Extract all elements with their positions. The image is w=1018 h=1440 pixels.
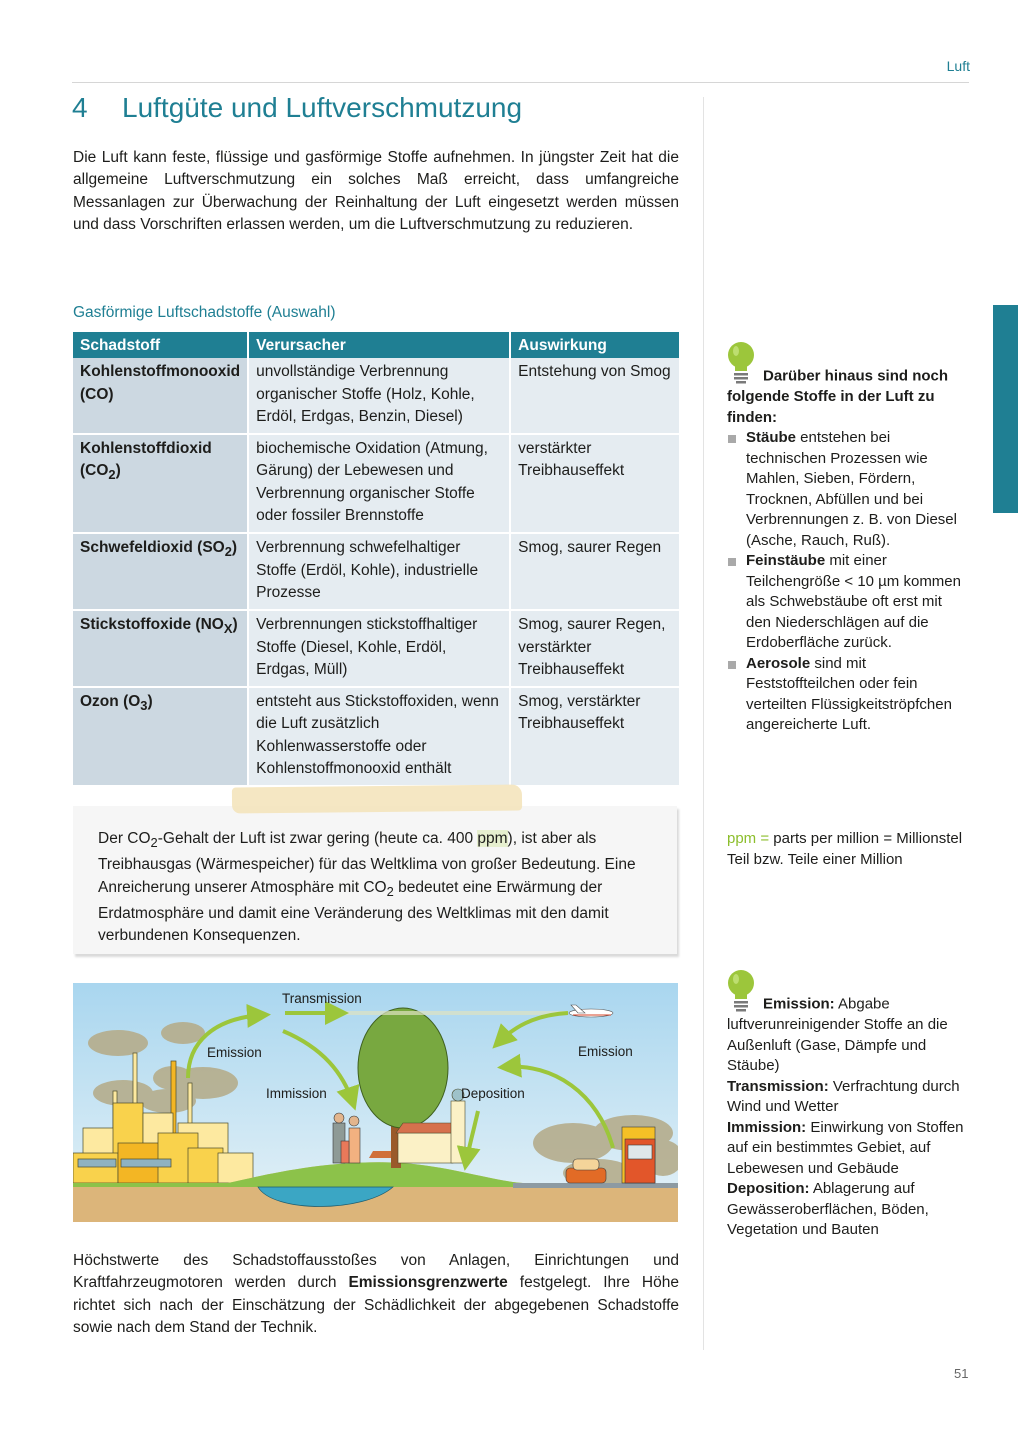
list-item: Stäube entstehen bei technischen Prozessen wie Mahlen, Sieben, Fördern, Trocknen, Abfüllen und bei Verbrennungen z. B. von Diesel (Asche, Rauch, Ruß). bbox=[727, 428, 971, 551]
chapter-heading bbox=[72, 92, 522, 124]
diagram-illustration bbox=[73, 983, 678, 1222]
tip-box-definitions: Emission: Abgabe luftverunreinigender Stoffe an die Außenluft (Gase, Dämpfe und Stäube) Transmission: Verfrachtung durch Wind und Wetter Immission: Einwirkung von Stoffen auf ein bestimmtes Gebiet, auf Lebewesen und Gebäude Deposition: Ablagerung auf Gewässeroberflächen, Böden, Vegetation und Bauten bbox=[727, 969, 977, 1241]
effect-cell: Smog, saurer Regen bbox=[510, 533, 679, 610]
pollutant-cell: Schwefeldioxid $(SO_2)$ bbox=[73, 533, 248, 610]
running-head: Luft bbox=[946, 58, 970, 74]
table-row bbox=[73, 687, 679, 786]
cause-cell: entsteht aus Stickstoffoxiden, wenn die Luft zusätzlich Kohlenwasserstoffe oder Kohlenstoffmonooxid enthält bbox=[248, 687, 510, 786]
substances-list bbox=[727, 428, 971, 736]
label-deposition: Deposition bbox=[461, 1086, 525, 1101]
effect-cell: Entstehung von Smog bbox=[510, 358, 679, 434]
cause-cell: Verbrennungen stickstoffhaltiger Stoffe (Diesel, Kohle, Erdöl, Erdgas, Müll) bbox=[248, 610, 510, 687]
table-header-row bbox=[73, 332, 679, 358]
label-transmission: Transmission bbox=[282, 991, 362, 1006]
emission-limits-paragraph: Höchstwerte des Schadstoffausstoßes von Anlagen, Einrichtungen und Kraftfahrzeugmotoren werden durch Emissionsgrenzwerte festgelegt. Ihre Höhe richtet sich nach der Einschätzung der Schädlichkeit der abgegebenen Schadstoffe sowie nach dem Stand der Technik. bbox=[73, 1252, 679, 1336]
tip-heading: Darüber hinaus sind noch folgende Stoffe in der Luft zu finden: bbox=[727, 367, 949, 426]
cause-cell: biochemische Oxidation (Atmung, Gärung) der Lebewesen und Verbrennung organischer Stoffe oder fossiler Brennstoffe bbox=[248, 434, 510, 533]
pollutant-cell: Stickstoffoxide $(NO_X)$ bbox=[73, 610, 248, 687]
header-rule bbox=[72, 82, 969, 83]
effect-cell: Smog, saurer Regen, verstärkter Treibhauseffekt bbox=[510, 610, 679, 687]
column-header-pollutant: Schadstoff bbox=[73, 332, 248, 358]
page-number: 51 bbox=[954, 1366, 969, 1381]
column-header-effect: Auswirkung bbox=[510, 332, 679, 358]
column-divider bbox=[703, 97, 704, 1350]
pollutants-table bbox=[73, 332, 679, 787]
tip-box-substances bbox=[727, 341, 971, 736]
chapter-title: Luftgüte und Luftverschmutzung bbox=[122, 92, 523, 123]
table-row bbox=[73, 358, 679, 434]
table-row bbox=[73, 434, 679, 533]
pollutant-cell: Kohlenstoffdioxid $(CO_2)$ bbox=[73, 434, 248, 533]
label-emission-right: Emission bbox=[578, 1044, 633, 1059]
list-item: Feinstäube mit einer Teilchengröße < 10 µm kommen als Schwebstäube oft erst mit den Niederschlägen auf die Erdoberfläche zurück. bbox=[727, 551, 971, 654]
definition-immission: Immission: Einwirkung von Stoffen auf ein bestimmtes Gebiet, auf Lebewesen und Gebäude bbox=[727, 1118, 964, 1177]
column-header-cause: Verursacher bbox=[248, 332, 510, 358]
definition-transmission: Transmission: Verfrachtung durch Wind und Wetter bbox=[727, 1077, 960, 1115]
cause-cell: Verbrennung schwefelhaltiger Stoffe (Erdöl, Kohle), industrielle Prozesse bbox=[248, 533, 510, 610]
pollutant-cell: Kohlenstoffmonooxid (CO) bbox=[73, 358, 248, 434]
lightbulb-icon bbox=[727, 341, 755, 387]
cause-cell: unvollständige Verbrennung organischer Stoffe (Holz, Kohle, Erdöl, Erdgas, Benzin, Diesel) bbox=[248, 358, 510, 434]
table-row bbox=[73, 533, 679, 610]
list-item: Aerosole sind mit Feststoffteilchen oder fein verteilten Flüssigkeitströpfchen angereicherte Luft. bbox=[727, 654, 971, 736]
intro-paragraph: Die Luft kann feste, flüssige und gasförmige Stoffe aufnehmen. In jüngster Zeit hat die allgemeine Luftverschmutzung ein solches Maß erreicht, dass umfangreiche Messanlagen zur Überwachung der Reinhaltung der Luft eingesetzt werden müssen und dass Vorschriften erlassen werden, um die Luftverschmutzung zu reduzieren. bbox=[73, 149, 679, 233]
effect-cell: verstärkter Treibhauseffekt bbox=[510, 434, 679, 533]
lightbulb-icon bbox=[727, 969, 755, 1015]
tree-crown bbox=[358, 1008, 448, 1128]
definition-deposition: Deposition: Ablagerung auf Gewässeroberflächen, Böden, Vegetation und Bauten bbox=[727, 1180, 929, 1238]
truck bbox=[622, 1127, 655, 1183]
tape-decoration bbox=[232, 784, 522, 813]
pollutant-cell: Ozon $(O_3)$ bbox=[73, 687, 248, 786]
label-immission: Immission bbox=[266, 1086, 327, 1101]
chapter-number: 4 bbox=[72, 92, 88, 123]
ppm-definition: ppm = parts per million = Millionstel Teil bzw. Teile einer Million bbox=[727, 830, 963, 868]
table-caption: Gasförmige Luftschadstoffe (Auswahl) bbox=[73, 304, 336, 321]
label-emission-left: Emission bbox=[207, 1045, 262, 1060]
effect-cell: Smog, verstärkter Treibhauseffekt bbox=[510, 687, 679, 786]
road bbox=[513, 1183, 678, 1188]
table-row bbox=[73, 610, 679, 687]
chapter-side-tab bbox=[993, 305, 1018, 513]
ppm-highlight: ppm bbox=[477, 830, 508, 847]
co2-note-text: Der $CO_2$-Gehalt der Luft ist zwar gering (heute ca. 400 ppm), ist aber als Treibhausgas (Wärmespeicher) für das Weltklima von großer Bedeutung. Eine Anreicherung unserer Atmosphäre mit $CO_2$ bedeutet eine Erwärmung der Erdatmosphäre und damit eine Veränderung des Weltklimas mit den damit verbundenen Konsequenzen. bbox=[98, 830, 636, 945]
emission-cycle-diagram bbox=[73, 983, 678, 1222]
